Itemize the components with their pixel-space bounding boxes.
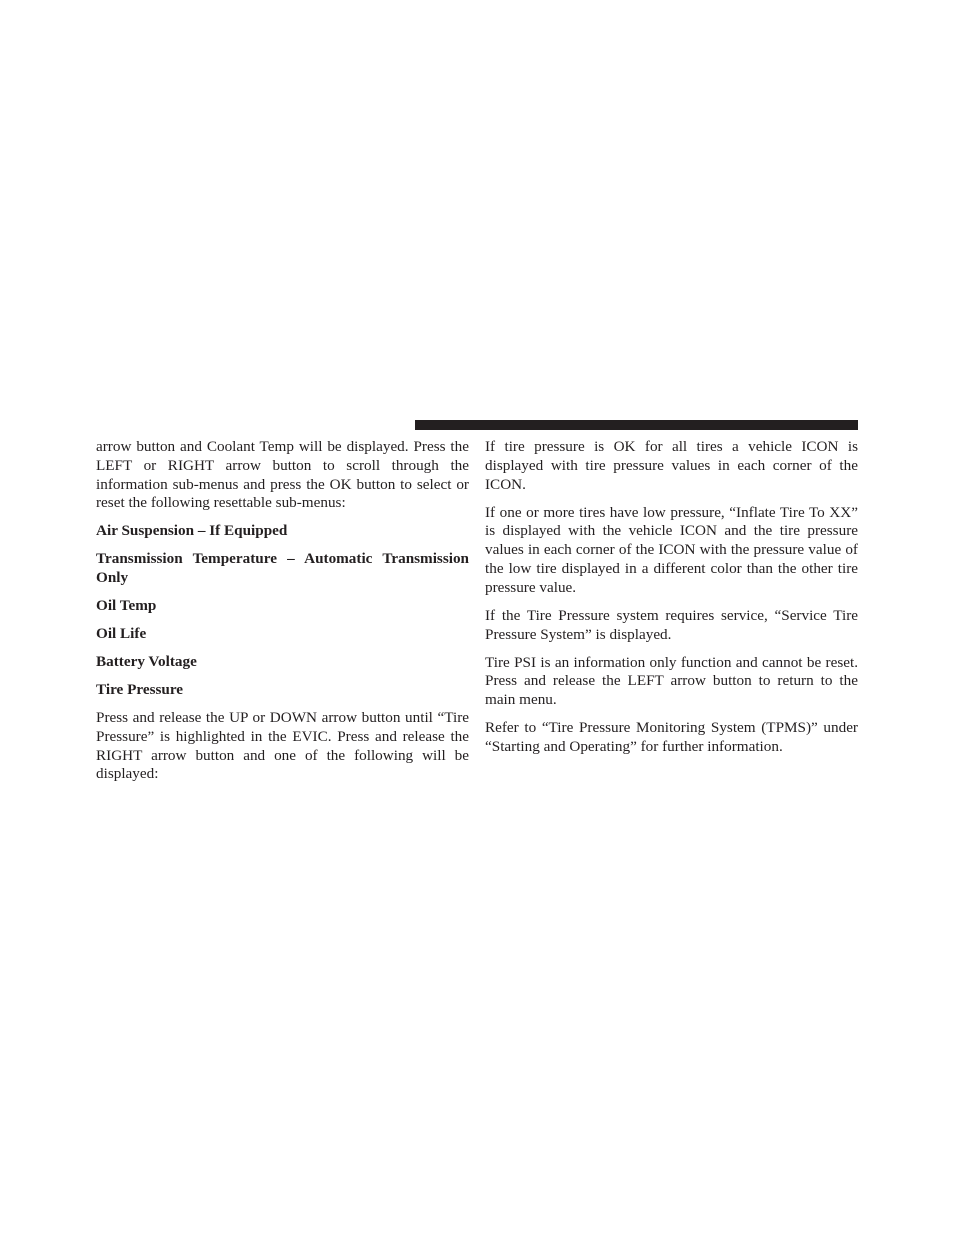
right-column [485, 438, 858, 766]
tire-ok-paragraph: If tire pressure is OK for all tires a vehicle ICON is displayed with tire pressure values in each corner of the ICON. [485, 438, 858, 493]
section-header-bar [415, 420, 858, 430]
service-paragraph: If the Tire Pressure system requires service, “Service Tire Pressure System” is displayed. [485, 606, 858, 643]
submenu-battery-voltage: Battery Voltage [96, 653, 197, 671]
submenu-tire-pressure: Tire Pressure [96, 681, 184, 699]
submenu-oil-life: Oil Life [96, 625, 147, 643]
tpms-reference-paragraph: Refer to “Tire Pressure Monitoring System (TPMS)” under “Starting and Operating” for further information. [485, 719, 858, 755]
submenu-transmission-temperature: Transmission Temperature – Automatic Transmission Only [96, 550, 469, 587]
tire-psi-paragraph: Tire PSI is an information only function and cannot be reset. Press and release the LEFT arrow button to return to the main menu. [485, 653, 858, 709]
intro-paragraph: arrow button and Coolant Temp will be displayed. Press the LEFT or RIGHT arrow button to scroll through the information sub-menus and press the OK button to select or reset the following resettable sub-menus: [96, 438, 469, 512]
submenu-air-suspension: Air Suspension – If Equipped [96, 522, 288, 540]
left-column [96, 438, 469, 793]
tire-pressure-instructions: Press and release the UP or DOWN arrow button until “Tire Pressure” is highlighted in the EVIC. Press and release the RIGHT arrow button and one of the following will be displayed: [96, 709, 469, 783]
submenu-oil-temp: Oil Temp [96, 597, 157, 615]
low-pressure-paragraph: If one or more tires have low pressure, “Inflate Tire To XX” is displayed with the vehicle ICON and the tire pressure values in each corner of the ICON with the pressure value of the low tire displayed in a different color than the other tire pressure value. [485, 503, 858, 596]
